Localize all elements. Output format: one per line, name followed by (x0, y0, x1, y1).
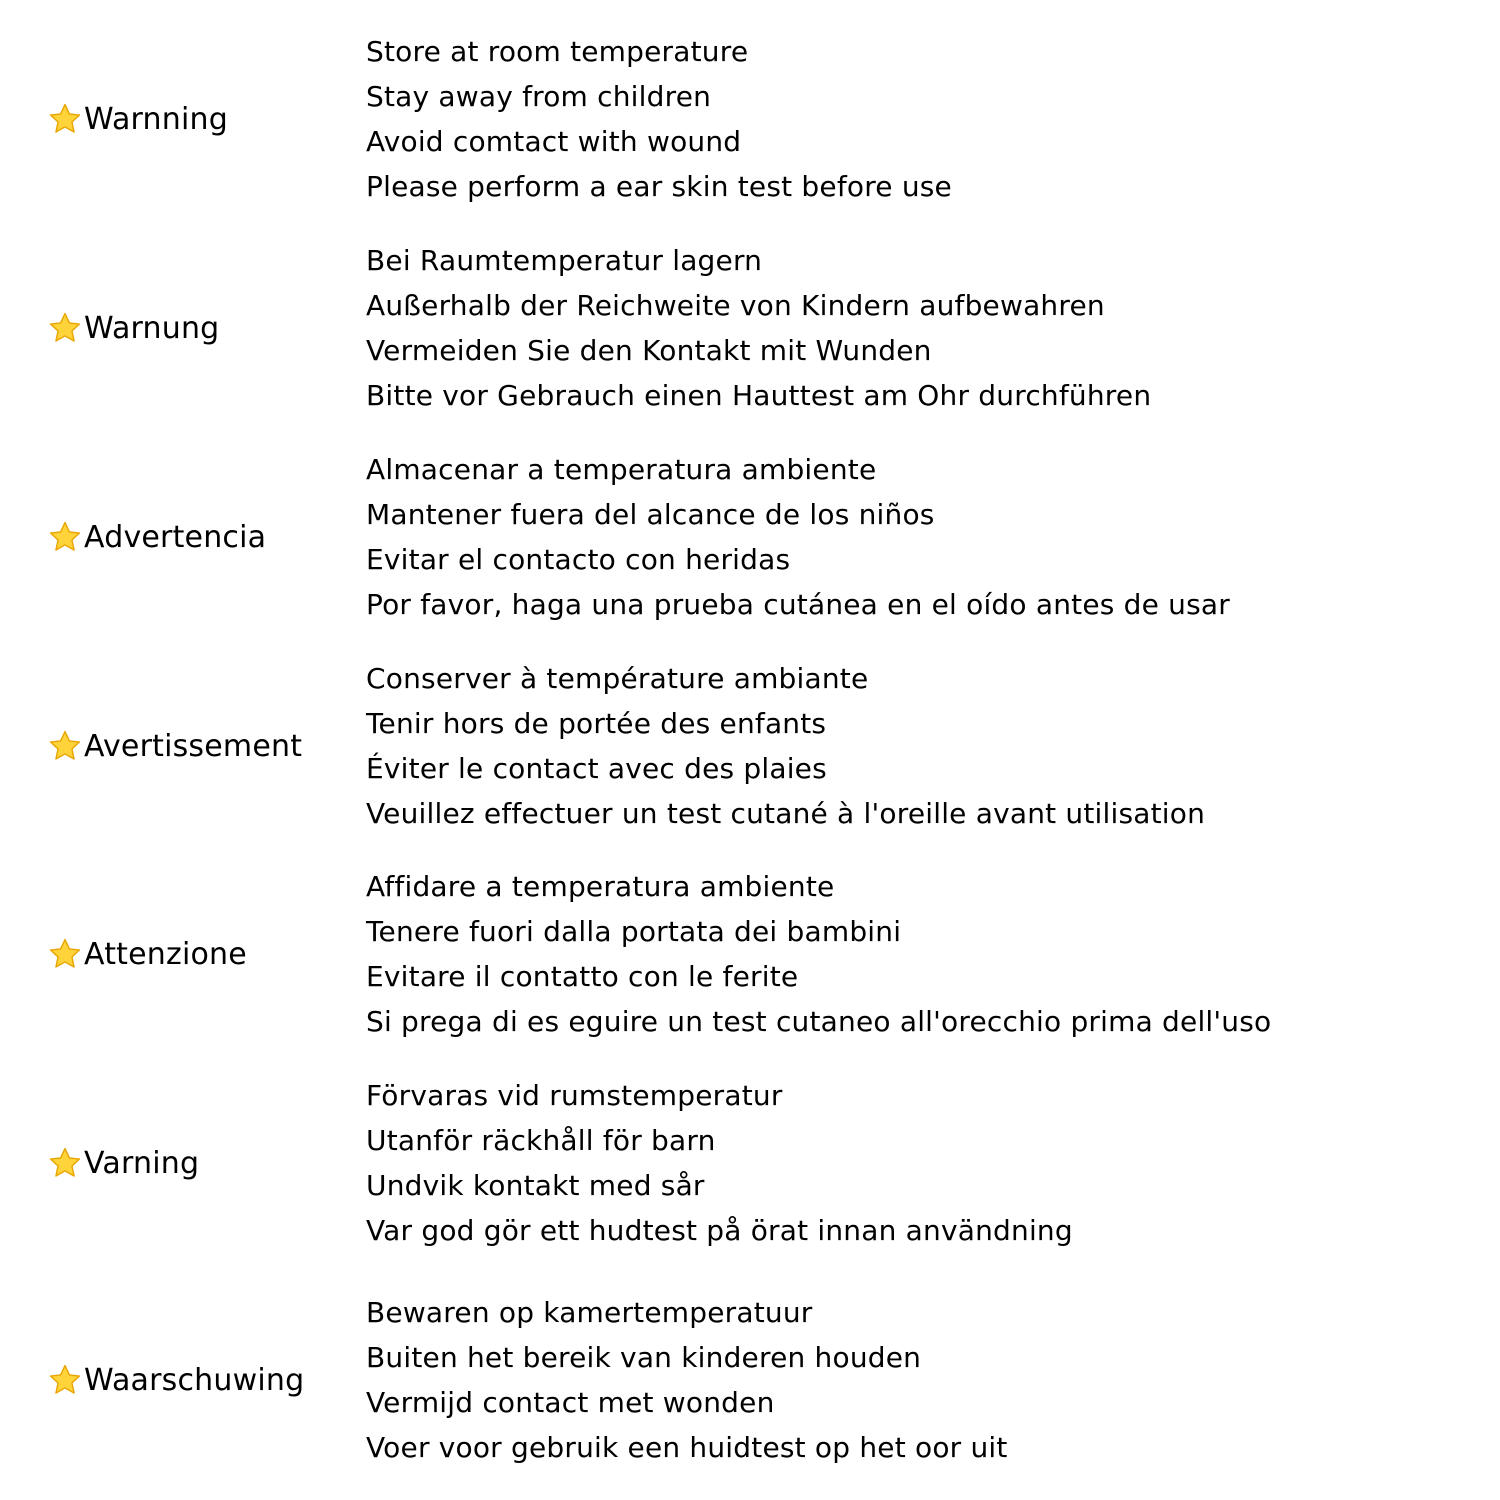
instruction-line: Bei Raumtemperatur lagern (366, 244, 763, 277)
instruction-list (366, 656, 1476, 836)
warning-section-sv (0, 1073, 1500, 1253)
instruction-line: Avoid comtact with wound (366, 125, 742, 158)
star-icon (48, 1363, 82, 1397)
section-heading (48, 29, 228, 209)
section-heading (48, 447, 266, 627)
section-heading-label: Varning (84, 1145, 200, 1181)
instruction-line: Si prega di es eguire un test cutaneo all'orecchio prima dell'uso (366, 1005, 1272, 1038)
instruction-list (366, 238, 1476, 418)
instruction-line: Por favor, haga una prueba cutánea en el oído antes de usar (366, 588, 1230, 621)
section-heading (48, 238, 219, 418)
instruction-list (366, 447, 1476, 627)
instruction-line: Buiten het bereik van kinderen houden (366, 1341, 922, 1374)
warning-section-en (0, 29, 1500, 209)
instruction-line: Evitar el contacto con heridas (366, 543, 791, 576)
instruction-line: Stay away from children (366, 80, 712, 113)
section-heading-label: Attenzione (84, 936, 247, 972)
section-heading-label: Advertencia (84, 519, 267, 555)
instruction-list (366, 1290, 1476, 1470)
section-heading-label: Avertissement (84, 728, 303, 764)
instruction-line: Veuillez effectuer un test cutané à l'oreille avant utilisation (366, 797, 1206, 830)
star-icon (48, 1146, 82, 1180)
instruction-line: Evitare il contatto con le ferite (366, 960, 799, 993)
warning-section-it (0, 864, 1500, 1044)
instruction-line: Almacenar a temperatura ambiente (366, 453, 877, 486)
star-icon (48, 729, 82, 763)
instruction-line: Förvaras vid rumstemperatur (366, 1079, 783, 1112)
instruction-line: Store at room temperature (366, 35, 749, 68)
instruction-line: Mantener fuera del alcance de los niños (366, 498, 935, 531)
instruction-list (366, 29, 1476, 209)
star-icon (48, 102, 82, 136)
section-heading-label: Waarschuwing (84, 1362, 305, 1398)
section-heading (48, 864, 247, 1044)
warning-section-fr (0, 656, 1500, 836)
section-heading-label: Warnung (84, 310, 220, 346)
star-icon (48, 520, 82, 554)
instruction-list (366, 1073, 1476, 1253)
instruction-line: Undvik kontakt med sår (366, 1169, 705, 1202)
instruction-line: Tenir hors de portée des enfants (366, 707, 827, 740)
instruction-line: Voer voor gebruik een huidtest op het oor uit (366, 1431, 1008, 1464)
star-icon (48, 311, 82, 345)
instruction-line: Utanför räckhåll för barn (366, 1124, 716, 1157)
section-heading (48, 656, 302, 836)
star-icon (48, 937, 82, 971)
instruction-line: Vermijd contact met wonden (366, 1386, 775, 1419)
instruction-line: Affidare a temperatura ambiente (366, 870, 835, 903)
section-heading-label: Warnning (84, 101, 228, 137)
instruction-line: Außerhalb der Reichweite von Kindern aufbewahren (366, 289, 1105, 322)
instruction-line: Please perform a ear skin test before use (366, 170, 952, 203)
section-heading (48, 1073, 199, 1253)
warning-section-es (0, 447, 1500, 627)
instruction-line: Éviter le contact avec des plaies (366, 752, 827, 785)
section-heading (48, 1290, 304, 1470)
instruction-line: Tenere fuori dalla portata dei bambini (366, 915, 902, 948)
warning-section-de (0, 238, 1500, 418)
warning-section-nl (0, 1290, 1500, 1470)
instruction-line: Var god gör ett hudtest på örat innan användning (366, 1214, 1073, 1247)
instruction-list (366, 864, 1476, 1044)
instruction-line: Bitte vor Gebrauch einen Hauttest am Ohr durchführen (366, 379, 1152, 412)
instruction-line: Conserver à température ambiante (366, 662, 869, 695)
instruction-line: Vermeiden Sie den Kontakt mit Wunden (366, 334, 932, 367)
instruction-line: Bewaren op kamertemperatuur (366, 1296, 813, 1329)
